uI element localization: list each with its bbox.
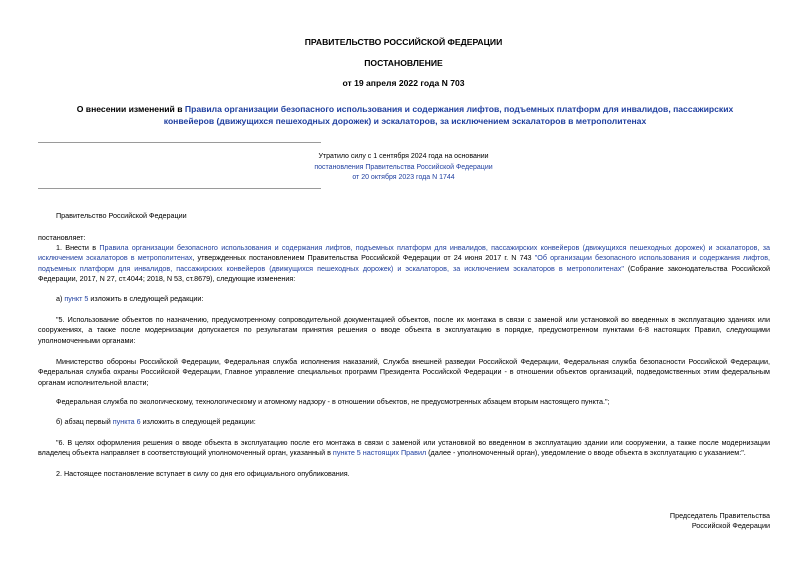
top-divider	[38, 142, 321, 143]
paragraph-ministries: Министерство обороны Российской Федерации, Федеральная служба исполнения наказаний, Служба внешней разведки Российской Федерации, Федеральная служба безопасности Российской Федерации, Федеральная служба охраны Российской Федерации, Главное управление специальных программ Президента Российской Федерации - в отношении объектов организаций, подведомственных этим федеральным органам исполнительной власти;	[38, 357, 770, 387]
document-type: ПОСТАНОВЛЕНИЕ	[364, 58, 443, 68]
p1-mid: , утвержденных постановлением Правительства Российской Федерации от 24 июня 2017 г. N 743	[192, 253, 535, 263]
paragraph-2: 2. Настоящее постановление вступает в силу со дня его официального опубликования.	[56, 469, 350, 478]
paragraph-a	[38, 294, 770, 304]
signature-org: Российской Федерации	[691, 521, 770, 531]
bottom-divider	[38, 188, 321, 189]
document-date-number: от 19 апреля 2022 года N 703	[342, 78, 465, 88]
p1-rules-link[interactable]: Правила организации безопасного использования и содержания лифтов, подъемных платформ для инвалидов, пассажирских конвейеров (движущихся пешеходных дорожек) и эскалаторов, за исключением эскалаторов в метрополитенах	[38, 243, 770, 263]
paragraph-rostekhnadzor: Федеральная служба по экологическому, технологическому и атомному надзору - в отношении объектов, не предусмотренных абзацем вторым настоящего пункта.";	[56, 397, 610, 406]
document-title	[60, 103, 750, 128]
signature-block	[670, 511, 770, 532]
notice-link-resolution[interactable]: постановления Правительства Российской Федерации	[314, 163, 493, 171]
pa-clause-5-link[interactable]: пункт 5	[64, 294, 89, 303]
p1-resolution-link[interactable]: "Об организации безопасного использования и содержания лифтов, подъемных платформ для инвалидов, пассажирских конвейеров (движущихся пешеходных дорожек) и эскалаторов, за исключением эскалаторов в метрополитенах"	[38, 253, 771, 273]
pb-clause-6-link[interactable]: пункта 6	[112, 417, 141, 426]
pa-prefix: а)	[56, 294, 65, 303]
pb-suffix: изложить в следующей редакции:	[140, 417, 256, 426]
decides-line: постановляет:	[38, 233, 86, 242]
p6-prefix: "6. В целях оформления решения о вводе объекта в эксплуатацию после его монтажа в связи с заменой или установкой во введенном в эксплуатацию здании или сооружении, а также после модернизации владелец объекта направляет в соответствующий уполномоченный орган, указанный в	[38, 438, 770, 458]
status-notice	[0, 152, 807, 184]
p6-suffix: (далее - уполномоченный орган), уведомление о вводе объекта в эксплуатацию с указанием:".	[426, 448, 746, 458]
paragraph-clause-5: "5. Использование объектов по назначению, предусмотренному сопроводительной документацией объектов, после их монтажа в связи с заменой или установкой во введенных в эксплуатацию зданиях или сооружениях, а также после модернизации допускается по результатам принятия решения о вводе объекта в эксплуатацию в порядке, предусмотренном пунктами 6-8 настоящих Правил, следующими уполномоченными органами:	[38, 315, 770, 345]
pb-prefix: б) абзац первый	[56, 417, 113, 426]
paragraph-b	[38, 417, 770, 427]
p6-clause-5-link[interactable]: пункте 5 настоящих Правил	[332, 448, 427, 458]
government-line: Правительство Российской Федерации	[56, 211, 187, 220]
notice-link-date[interactable]: от 20 октября 2023 года N 1744	[352, 174, 455, 181]
notice-line-1: Утратило силу с 1 сентября 2024 года на основании	[318, 153, 489, 160]
p1-suffix: (Собрание законодательства Российской Федерации, 2017, N 27, ст.4044; 2018, N 53, ст.8679), следующие изменения:	[38, 263, 770, 284]
government-heading: ПРАВИТЕЛЬСТВО РОССИЙСКОЙ ФЕДЕРАЦИИ	[304, 37, 503, 47]
signature-title: Председатель Правительства	[669, 511, 770, 520]
title-rules-link[interactable]: Правила организации безопасного использования и содержания лифтов, подъемных платформ для инвалидов, пассажирских конвейеров (движущихся пешеходных дорожек) и эскалаторов, за исключением эскалаторов в метрополитенах	[163, 104, 734, 127]
title-prefix: О внесении изменений в	[76, 104, 185, 114]
paragraph-1	[38, 243, 770, 285]
pa-suffix: изложить в следующей редакции:	[88, 294, 204, 303]
p1-prefix: 1. Внести в	[56, 243, 100, 252]
paragraph-clause-6	[38, 438, 770, 459]
